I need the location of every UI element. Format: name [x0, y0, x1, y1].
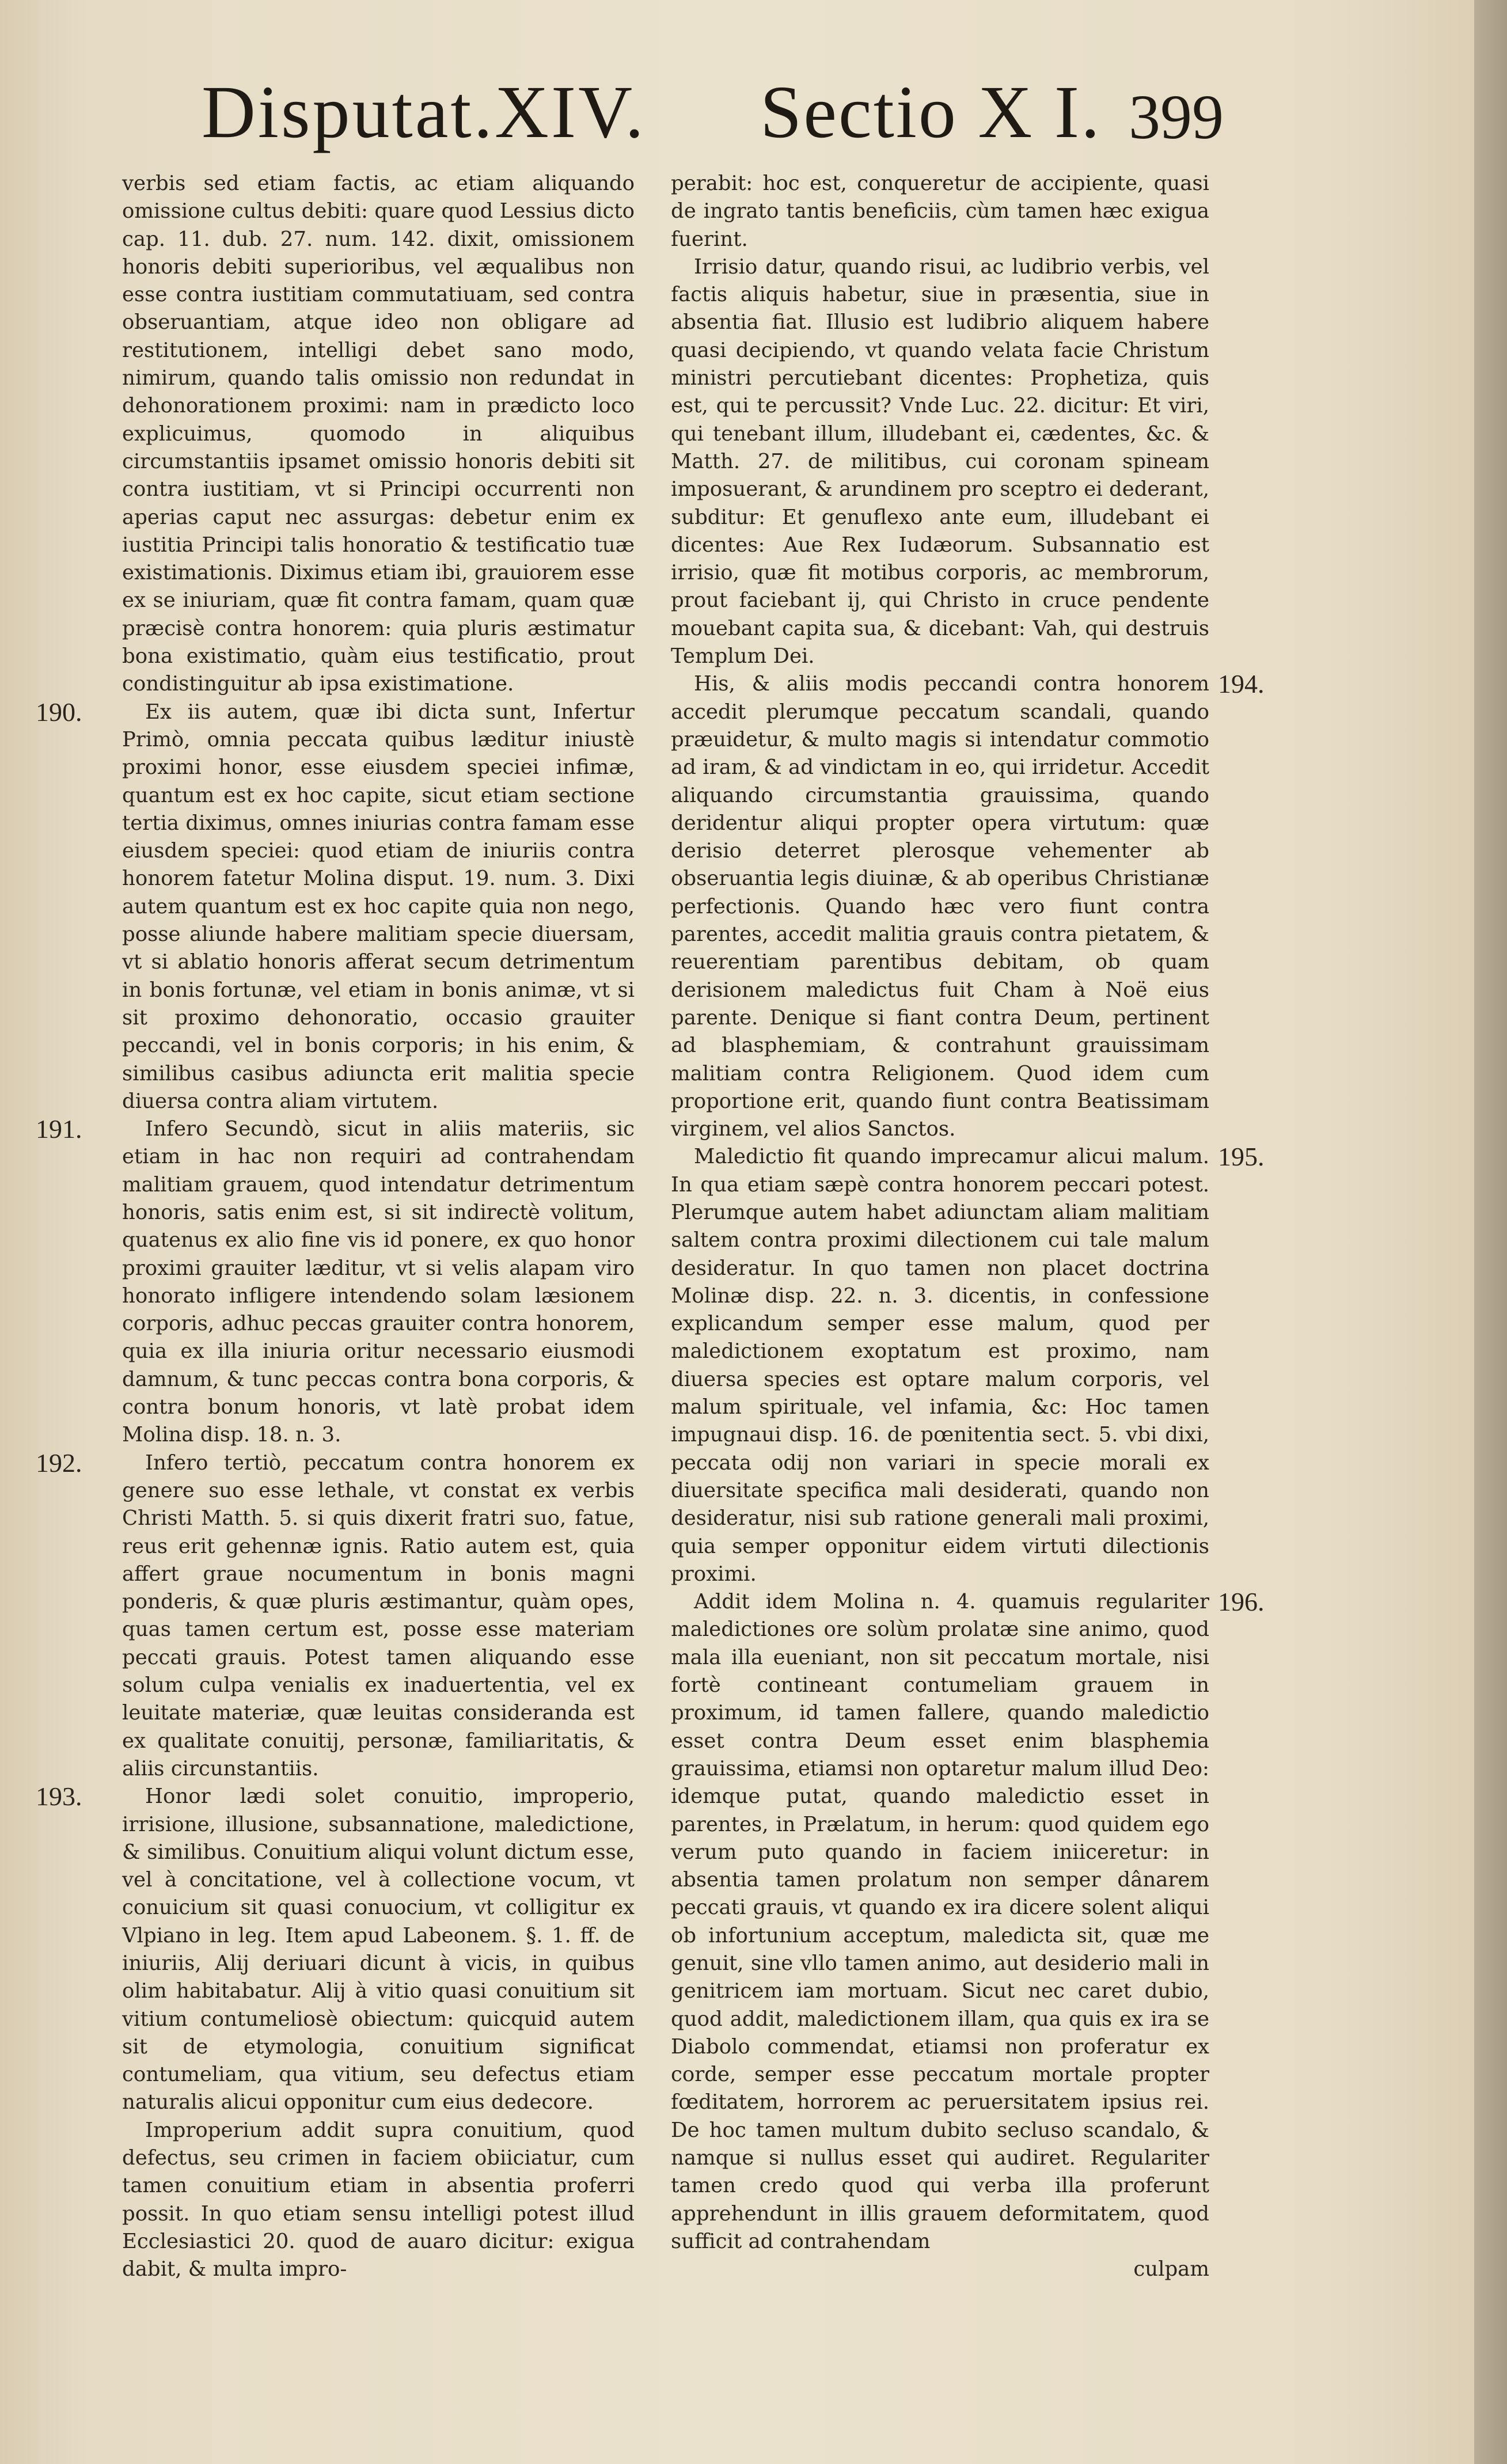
page-edge [1474, 0, 1507, 2464]
paragraph [36, 697, 635, 1115]
paragraph-text: Addit idem Molina n. 4. quamuis regulariter maledictiones ore solùm prolatæ sine animo, quod mala illa eueniant, non sit peccatum mortale, nisi fortè contineant contumeliam grauem in proximum, id tamen fallere, quando maledictio esset contra Deum esset enim blasphemia grauissima, etiamsi non optaretur malum illud Deo: idemque putat, quando maledictio esset in parentes, in Prælatum, in herum: quod quidem ego verum puto quando in faciem iniiceretur: in absentia tamen prolatum non semper dânarem peccati grauis, vt quando ex ira dicere solent aliqui ob infortunium acceptum, maledicta sit, quæ me genuit, sine vllo tamen animo, aut desiderio mali in genitricem iam mortuam. Sicut nec caret dubio, quod addit, maledictionem illam, qua quis ex ira se Diabolo commendat, etiamsi non proferatur ex corde, semper esse peccatum mortale propter fœditatem, horrorem ac peruersitatem ipsius rei. De hoc tamen multum dubito secluso scandalo, & namque si nullus esset qui audiret. Regulariter tamen credo quod qui verba illa proferunt apprehendunt in illis grauem deformitatem, quod sufficit ad contrahendam [671, 1590, 1209, 2253]
paragraph-text: Ex iis autem, quæ ibi dicta sunt, Infertur Primò, omnia peccata quibus læditur iniustè proximi honor, esse eiusdem speciei infimæ, quantum est ex hoc capite, sicut etiam sectione tertia diximus, omnes iniurias contra famam esse eiusdem speciei: quod etiam de iniuriis contra honorem fatetur Molina disput. 19. num. 3. Dixi autem quantum est ex hoc capite quia non nego, posse aliunde habere malitiam specie diuersam, vt si ablatio honoris afferat secum detrimentum in bonis fortunæ, vel etiam in bonis animæ, vt si sit proximo dehonoratio, occasio grauiter peccandi, vel in bonis corporis; in his enim, & similibus casibus adiuncta erit malitia specie diuersa contra aliam virtutem. [122, 700, 635, 1113]
paragraph-text: Infero Secundò, sicut in aliis materiis, sic etiam in hac non requiri ad contrahendam malitiam grauem, quod intendatur detrimentum honoris, satis enim est, si sit indirectè volitum, quatenus ex alio fine vis id ponere, ex quo honor proximi grauiter læditur, vt si velis alapam viro honorato infligere intendendo solam læsionem corporis, adhuc peccas grauiter contra honorem, quia ex illa iniuria oritur necessario eiusmodi damnum, & tunc peccas contra bona corporis, & contra bonum honoris, vt latè probat idem Molina disp. 18. n. 3. [122, 1117, 635, 1447]
paragraph-text: verbis sed etiam factis, ac etiam aliquando omissione cultus debiti: quare quod Lessius dicto cap. 11. dub. 27. num. 142. dixit, omissionem honoris debiti superioribus, vel æqualibus non esse contra iustitiam commutatiuam, sed contra obseruantiam, atque ideo non obligare ad restitutionem, intelligi debet sano modo, nimirum, quando talis omissio non redundat in dehonorationem proximi: nam in prædicto loco explicuimus, quomodo in aliquibus circumstantiis ipsamet omissio honoris debiti sit contra iustitiam, vt si Principi occurrenti non aperias caput nec assurgas: debetur enim ex iustitia Principi talis honoratio & testificatio tuæ existimationis. Diximus etiam ibi, grauiorem esse ex se iniuriam, quæ fit contra famam, quam quæ præcisè contra honorem: quia pluris æstimatur bona existimatio, quàm eius testificatio, prout condistinguitur ab ipsa existimatione. [122, 172, 635, 696]
margin-paragraph-number: 194. [1218, 669, 1265, 699]
paragraph [36, 1114, 635, 1449]
paragraph [36, 1782, 635, 2117]
margin-paragraph-number: 192. [36, 1448, 82, 1478]
paragraph [122, 170, 635, 698]
margin-paragraph-number: 195. [1218, 1142, 1265, 1172]
catchword: culpam [1133, 2257, 1209, 2281]
paragraph [671, 1587, 1265, 2256]
left-text-column [36, 170, 635, 2284]
paragraph-text: perabit: hoc est, conqueretur de accipiente, quasi de ingrato tantis beneficiis, cùm tamen hæc exigua fuerint. [671, 172, 1209, 251]
paragraph [671, 669, 1265, 1143]
paragraph-text: Infero tertiò, peccatum contra honorem ex genere suo esse lethale, vt constat ex verbis Christi Matth. 5. si quis dixerit fratri suo, fatue, reus erit gehennæ ignis. Ratio autem est, quia affert graue nocumentum in bonis magni ponderis, & quæ pluris æstimantur, quàm opes, quas tamen certum est, posse esse materiam peccati grauis. Potest tamen aliquando esse solum culpa venialis ex inaduertentia, vel ex leuitate materiæ, quæ leuitas consideranda est ex qualitate conuitij, personæ, familiaritatis, & aliis circunstantiis. [122, 1451, 635, 1780]
paragraph-text: Improperium addit supra conuitium, quod defectus, seu crimen in faciem obiiciatur, cum tamen conuitium etiam in absentia proferri possit. In quo etiam sensu intelligi potest illud Ecclesiastici 20. quod de auaro dicitur: exigua dabit, & multa impro- [122, 2118, 635, 2281]
paragraph [36, 1448, 635, 1783]
margin-paragraph-number: 190. [36, 697, 82, 727]
paragraph-text: Irrisio datur, quando risui, ac ludibrio verbis, vel factis aliquis habetur, siue in præsentia, siue in absentia fiat. Illusio est ludibrio aliquem habere quasi decipiendo, vt quando velata facie Christum ministri percutiebant dicentes: Prophetiza, quis est, qui te percussit? Vnde Luc. 22. dicitur: Et viri, qui tenebant illum, illudebant ei, cædentes, &c. & Matth. 27. de militibus, cui coronam spineam imposuerant, & arundinem pro sceptro ei dederant, subditur: Et genuflexo ante eum, illudebant ei dicentes: Aue Rex Iudæorum. Subsannatio est irrisio, quæ fit motibus corporis, ac membrorum, prout faciebant ij, qui Christo in cruce pendente mouebant capita sua, & dicebant: Vah, qui destruis Templum Dei. [671, 255, 1209, 669]
paragraph [671, 1142, 1265, 1588]
header-disputation: Disputat.XIV. [202, 71, 646, 154]
margin-paragraph-number: 191. [36, 1114, 82, 1144]
header-section: Sectio X I. [760, 71, 1102, 154]
running-header [173, 69, 1238, 155]
paragraph [671, 170, 1209, 253]
margin-paragraph-number: 196. [1218, 1587, 1265, 1617]
paragraph [122, 2117, 635, 2284]
paragraph-text: Maledictio fit quando imprecamur alicui malum. In qua etiam sæpè contra honorem peccari potest. Plerumque autem habet adiunctam aliam malitiam saltem contra proximi dilectionem cui tale malum desideratur. In quo tamen non placet doctrina Molinæ disp. 22. n. 3. dicentis, in confessione explicandum semper esse malum, quod per maledictionem exoptatum est proximo, nam diuersa species est optare malum corporis, vel malum spirituale, vel infamia, &c: Hoc tamen impugnaui disp. 16. de pœnitentia sect. 5. vbi dixi, peccata odij non variari in specie morali ex diuersitate specifica mali desiderati, quando non desideratur, nisi sub ratione generali mali proximi, quia semper opponitur eidem virtuti dilectionis proximi. [671, 1145, 1209, 1586]
right-text-column [671, 170, 1265, 2284]
paragraph-text: Honor lædi solet conuitio, improperio, irrisione, illusione, subsannatione, maledictione, & similibus. Conuitium aliqui volunt dictum esse, vel à concitatione, vel à collectione vocum, vt conuicium sit quasi conuocium, vt colligitur ex Vlpiano in leg. Item apud Labeonem. §. 1. ff. de iniuriis, Alij deriuari dicunt à vicis, in quibus olim habitabatur. Alij à vitio quasi conuitium sit vitium contumeliosè obiectum: quicquid autem sit de etymologia, conuitium significat contumeliam, qua vitium, seu defectus etiam naturalis alicui opponitur cum eius dedecore. [122, 1785, 635, 2114]
paragraph-text: His, & aliis modis peccandi contra honorem accedit plerumque peccatum scandali, quando præuidetur, & multo magis si intendatur commotio ad iram, & ad vindictam in eo, qui irridetur. Accedit aliquando circumstantia grauissima, quando deridentur aliqui propter opera virtutum: quæ derisio deterret plerosque vehementer ab obseruantia legis diuinæ, & ab operibus Christianæ perfectionis. Quando hæc vero fiunt contra parentes, accedit malitia grauis contra pietatem, & reuerentiam parentibus debitam, ob quam derisionem maledictus fuit Cham à Noë eius parente. Denique si fiant contra Deum, pertinent ad blasphemiam, & contrahunt grauissimam malitiam contra Religionem. Quod idem cum proportione erit, quando fiunt contra Beatissimam virginem, vel alios Sanctos. [671, 672, 1209, 1141]
margin-paragraph-number: 193. [36, 1782, 82, 1812]
paragraph [671, 253, 1209, 670]
page-number: 399 [1129, 82, 1224, 152]
